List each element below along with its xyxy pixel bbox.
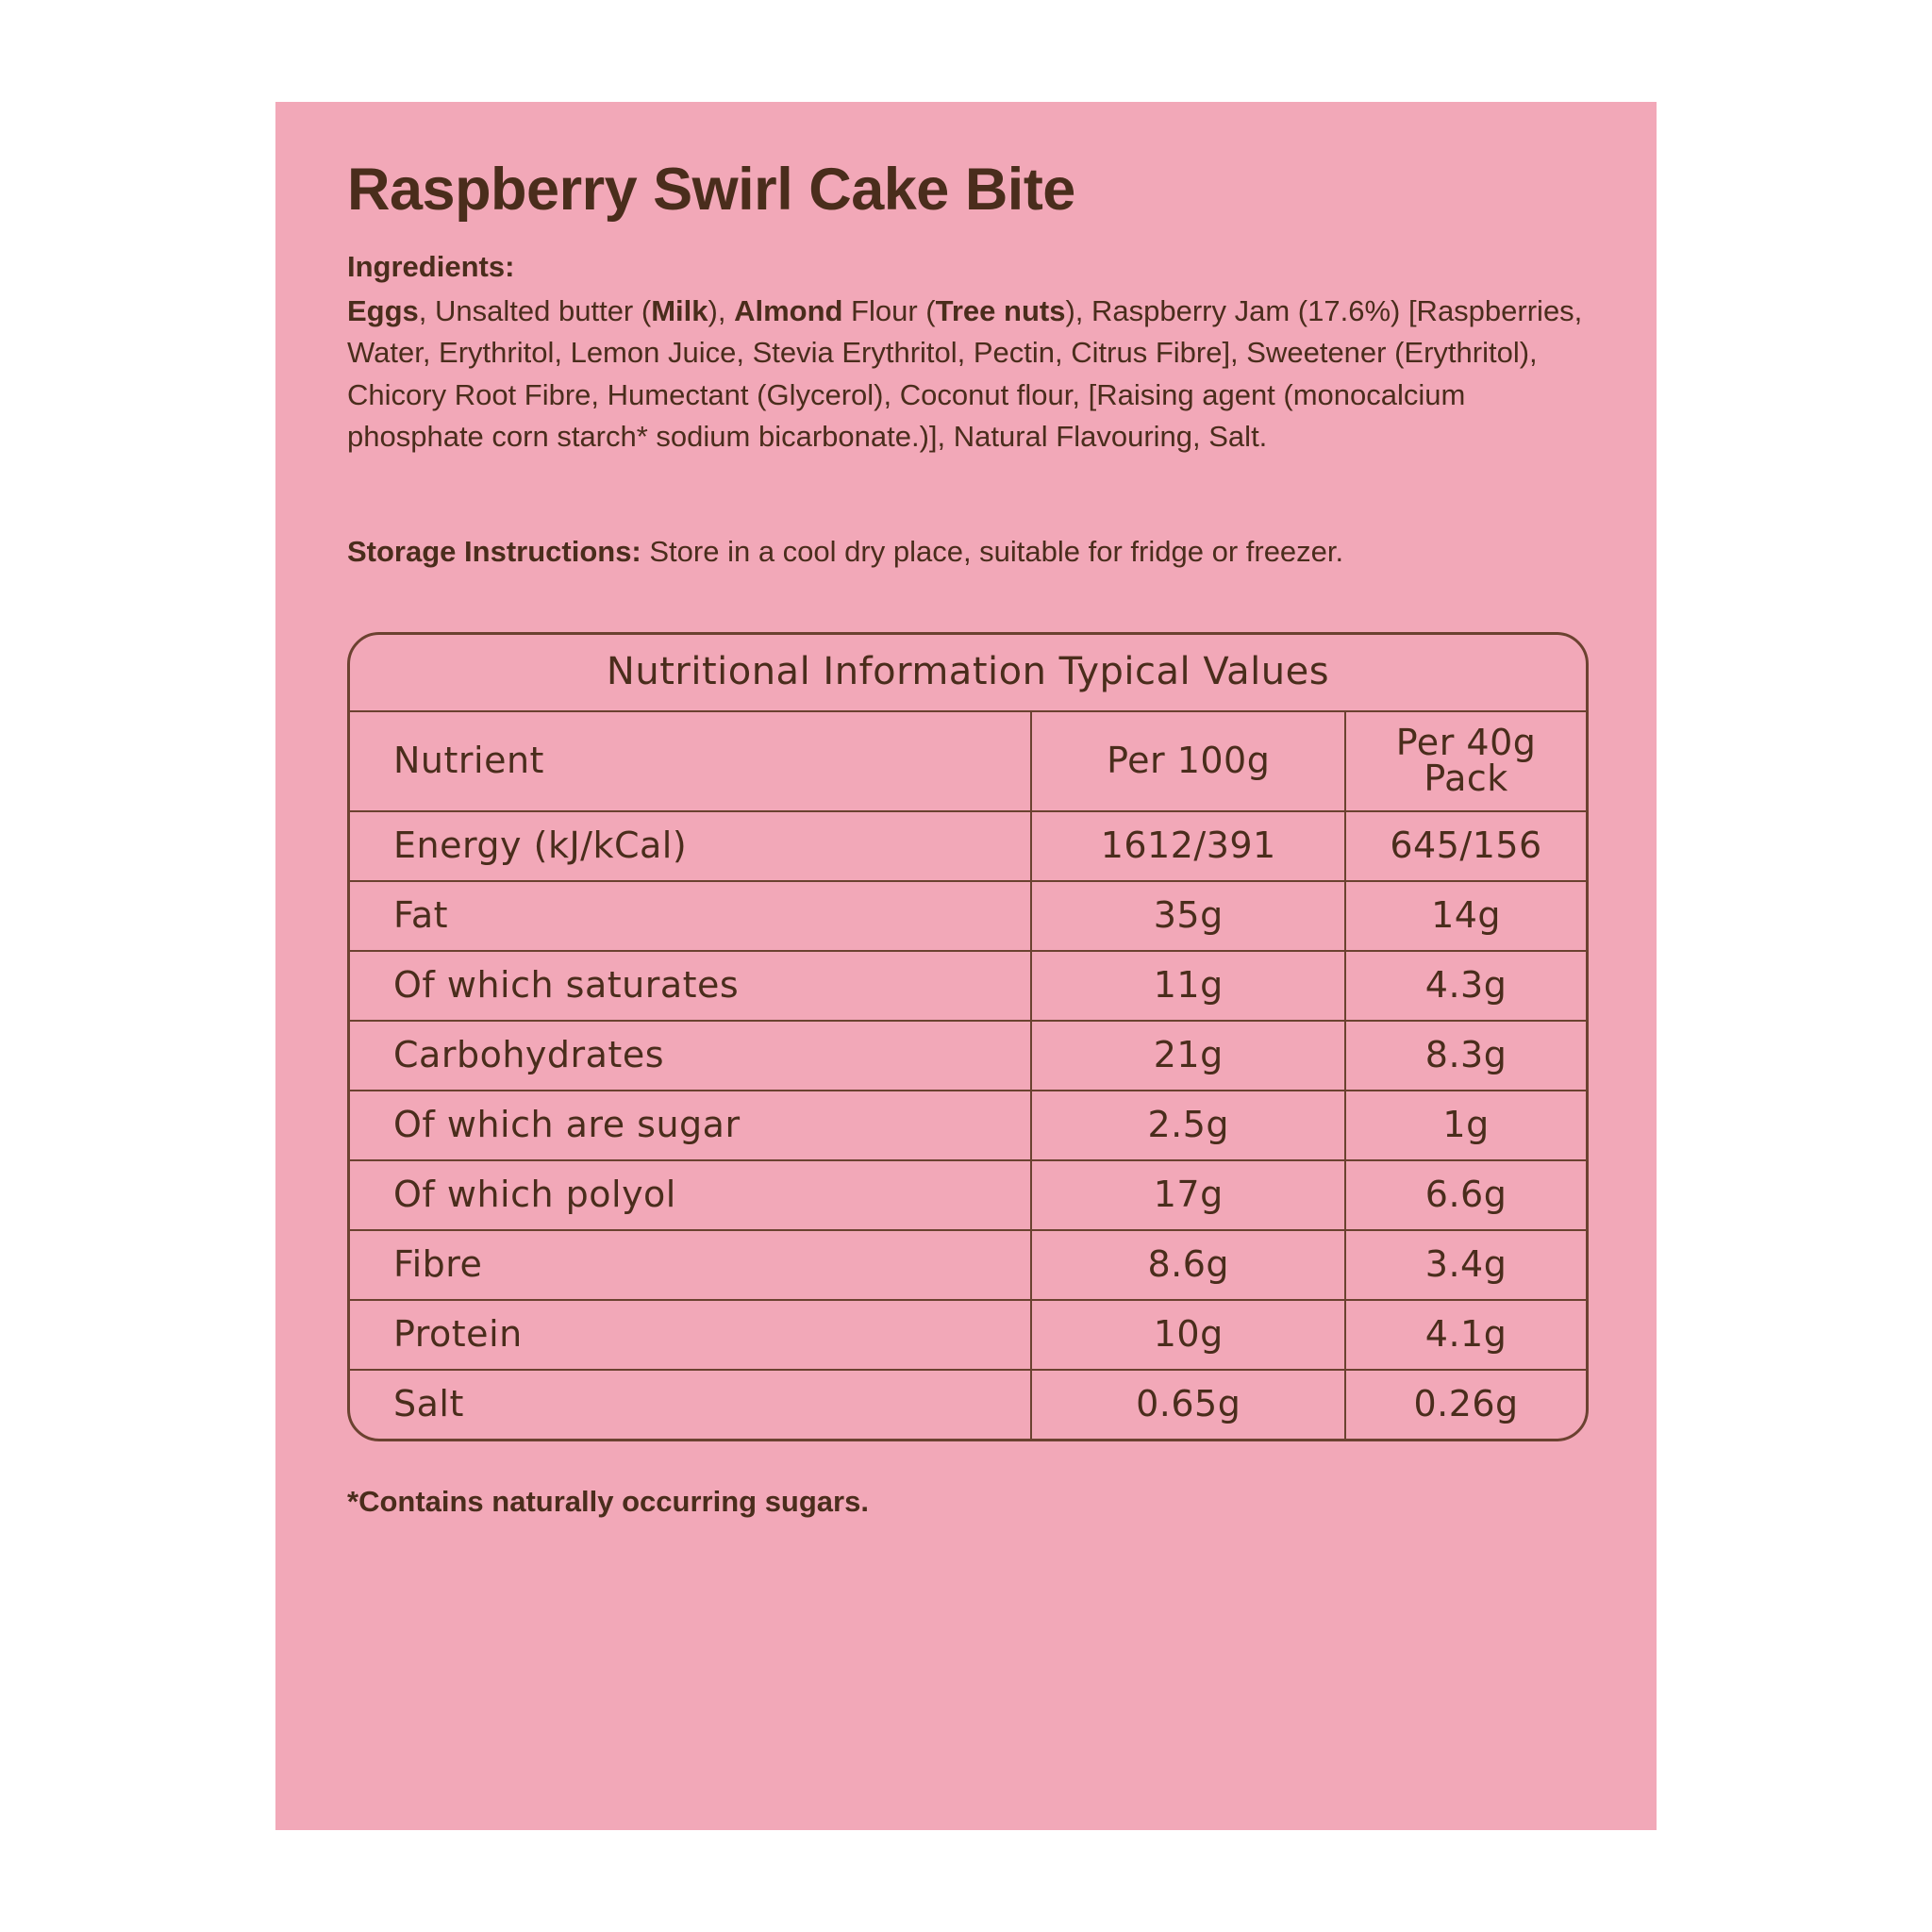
row-value-per-100g: 8.6g <box>1031 1230 1345 1300</box>
row-value-per-100g: 10g <box>1031 1300 1345 1370</box>
row-value-per-40g: 3.4g <box>1345 1230 1586 1300</box>
row-label: Carbohydrates <box>350 1021 1031 1091</box>
row-value-per-40g: 645/156 <box>1345 811 1586 881</box>
table-row <box>350 1300 1586 1370</box>
label-panel <box>275 102 1657 1830</box>
row-label: Energy (kJ/kCal) <box>350 811 1031 881</box>
row-value-per-40g: 1g <box>1345 1091 1586 1160</box>
nutrition-table-title-row <box>350 635 1586 711</box>
row-value-per-100g: 11g <box>1031 951 1345 1021</box>
row-value-per-100g: 2.5g <box>1031 1091 1345 1160</box>
row-value-per-40g: 4.1g <box>1345 1300 1586 1370</box>
table-row <box>350 1230 1586 1300</box>
table-row <box>350 1370 1586 1439</box>
row-value-per-40g: 4.3g <box>1345 951 1586 1021</box>
row-value-per-40g: 14g <box>1345 881 1586 951</box>
row-label: Of which polyol <box>350 1160 1031 1230</box>
column-header-per-40g-pack <box>1345 711 1586 811</box>
nutrition-table-title: Nutritional Information Typical Values <box>350 635 1586 711</box>
footnote: *Contains naturally occurring sugars. <box>347 1484 869 1518</box>
table-row <box>350 951 1586 1021</box>
ingredients-heading: Ingredients: <box>347 250 515 284</box>
storage-heading: Storage Instructions: <box>347 535 641 569</box>
row-label: Of which saturates <box>350 951 1031 1021</box>
row-label: Fibre <box>350 1230 1031 1300</box>
row-value-per-100g: 17g <box>1031 1160 1345 1230</box>
ingredients-text: Eggs, Unsalted butter (Milk), Almond Flour (Tree nuts), Raspberry Jam (17.6%) [Raspberries, Water, Erythritol, Lemon Juice, Stevia Erythritol, Pectin, Citrus Fibre], Sweetener (Erythritol), Chicory Root Fibre, Humectant (Glycerol), Coconut flour, [Raising agent (monocalcium phosphate corn starch* sodium bicarbonate.)], Natural Flavouring, Salt. <box>347 293 1583 453</box>
column-header-per-100g: Per 100g <box>1031 711 1345 811</box>
storage-text: Store in a cool dry place, suitable for fridge or freezer. <box>641 535 1344 569</box>
table-row <box>350 1021 1586 1091</box>
row-label: Salt <box>350 1370 1031 1439</box>
nutrition-table-body <box>350 635 1586 1439</box>
row-value-per-40g: 8.3g <box>1345 1021 1586 1091</box>
column-header-per-40g-line2: Pack <box>1424 757 1508 799</box>
row-value-per-100g: 35g <box>1031 881 1345 951</box>
nutrition-table <box>350 635 1586 1439</box>
ingredients-section <box>347 247 1585 458</box>
storage-section <box>347 531 1555 573</box>
column-header-per-40g-line1: Per 40g <box>1395 721 1537 763</box>
table-row <box>350 811 1586 881</box>
row-value-per-100g: 0.65g <box>1031 1370 1345 1439</box>
row-label: Of which are sugar <box>350 1091 1031 1160</box>
row-value-per-100g: 21g <box>1031 1021 1345 1091</box>
nutrition-table-container <box>347 632 1589 1441</box>
row-label: Protein <box>350 1300 1031 1370</box>
row-value-per-100g: 1612/391 <box>1031 811 1345 881</box>
table-row <box>350 881 1586 951</box>
table-row <box>350 1160 1586 1230</box>
nutrition-table-header-row <box>350 711 1586 811</box>
row-value-per-40g: 0.26g <box>1345 1370 1586 1439</box>
row-label: Fat <box>350 881 1031 951</box>
row-value-per-40g: 6.6g <box>1345 1160 1586 1230</box>
column-header-nutrient: Nutrient <box>350 711 1031 811</box>
table-row <box>350 1091 1586 1160</box>
page-title: Raspberry Swirl Cake Bite <box>347 157 1075 223</box>
